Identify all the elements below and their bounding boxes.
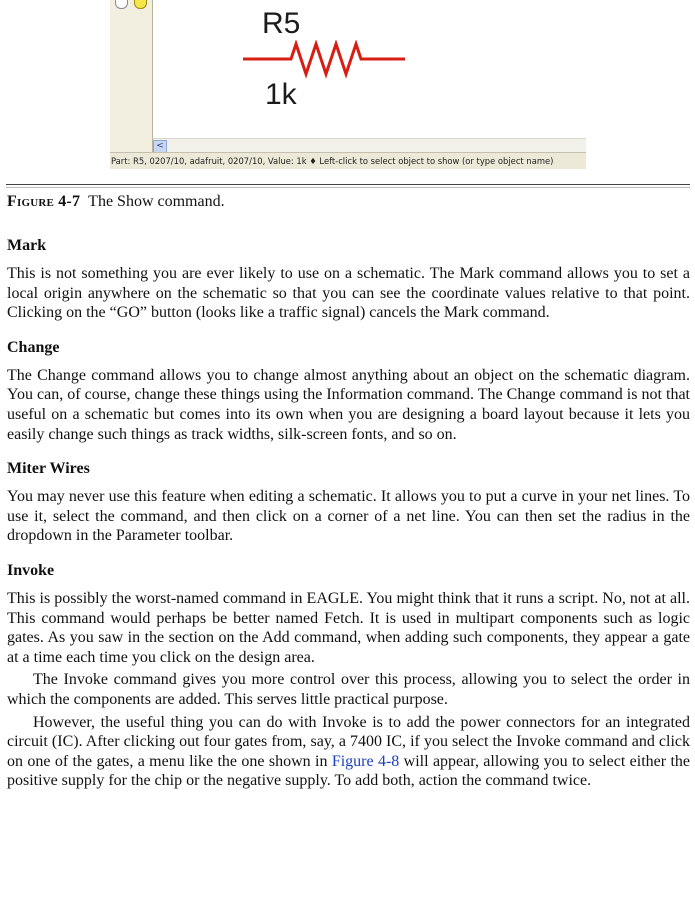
paragraph-invoke-3-start: However, the useful thing you can do with Invoke is to add the power connectors for an integrated circuit (IC). After clicking out four gates from, say, a 7400 IC, if you select the Invoke command and click on one of the gates, a menu like the one shown in bbox=[7, 713, 690, 770]
heading-miter-wires: Miter Wires bbox=[7, 460, 90, 478]
paragraph-invoke-3-end: will appear, allowing you to select either the positive supply for the chip or the negative supply. To add both, action the command twice. bbox=[7, 752, 690, 790]
resistor-zigzag bbox=[243, 44, 405, 74]
section-invoke bbox=[7, 561, 690, 791]
page-body bbox=[7, 236, 690, 806]
schematic-canvas[interactable] bbox=[153, 0, 586, 138]
section-mark bbox=[7, 236, 690, 323]
caption-label: Figure 4-7 bbox=[7, 193, 81, 210]
heading-mark: Mark bbox=[7, 237, 47, 254]
caption-rule-light bbox=[6, 187, 690, 188]
show-command-screenshot bbox=[110, 0, 586, 168]
paragraph-invoke-3 bbox=[7, 713, 690, 791]
figure-4-8-link[interactable]: Figure 4-8 bbox=[331, 752, 400, 770]
paragraph-miter-wires: You may never use this feature when editing a schematic. It allows you to put a curve in your net lines. To use it, select the command, and then click on a corner of a net line. You can then set the radius in the dropdown in the Parameter toolbar. bbox=[7, 488, 690, 545]
scroll-left-arrow-icon[interactable]: < bbox=[153, 140, 167, 153]
status-bar bbox=[110, 152, 586, 169]
show-tool-icon[interactable] bbox=[115, 0, 128, 9]
heading-change: Change bbox=[7, 338, 60, 356]
resistor-value: 1k bbox=[265, 78, 297, 111]
paragraph-change: The Change command allows you to change almost anything about an object on the schematic diagram. You can, of course, change these things using the Information command. The Change command is not that useful on a schematic but comes into its own when you are designing a board layout because it lets you easily change such things as track widths, silk-screen fonts, and so on. bbox=[7, 366, 690, 443]
status-text: Part: R5, 0207/10, adafruit, 0207/10, Value: 1k ♦ Left-click to select object to show (or type object name) bbox=[111, 156, 554, 166]
paragraph-invoke-2: The Invoke command gives you more control over this process, allowing you to select the order in which the components are added. This serves little practical purpose. bbox=[7, 671, 690, 708]
section-miter-wires bbox=[7, 459, 690, 546]
go-signal-icon[interactable] bbox=[134, 0, 147, 9]
heading-invoke: Invoke bbox=[7, 561, 55, 579]
section-change bbox=[7, 338, 690, 444]
figure-caption bbox=[7, 192, 225, 212]
resistor-designator: R5 bbox=[262, 7, 301, 40]
caption-rule bbox=[6, 184, 690, 185]
paragraph-mark: This is not something you are ever likely to use on a schematic. The Mark command allows you to set a local origin anywhere on the schematic so that you can see the coordinate values relative to that point. Clicking on the “GO” button (looks like a traffic signal) cancels the Mark command. bbox=[7, 265, 690, 322]
command-toolbar bbox=[110, 0, 153, 152]
horizontal-scrollbar[interactable] bbox=[153, 138, 586, 153]
caption-text: The Show command. bbox=[88, 193, 225, 210]
paragraph-invoke-1: This is possibly the worst-named command in EAGLE. You might think that it runs a script. No, not at all. This command would perhaps be better named Fetch. It is used in multipart components such as logic gates. As you saw in the section on the Add command, when adding such components, they appear a gate at a time each time you click on the design area. bbox=[7, 589, 690, 666]
